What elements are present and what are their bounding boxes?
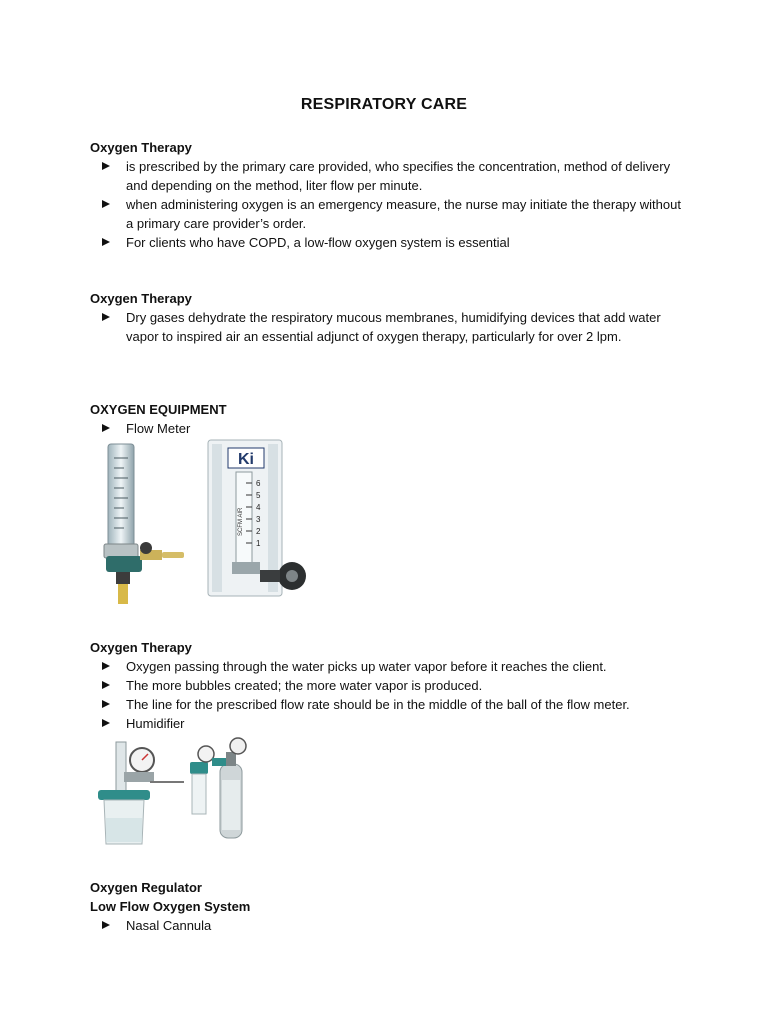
meter-scale-label: 5 [256,491,261,500]
section-heading: Oxygen Therapy [90,140,192,155]
page-title: RESPIRATORY CARE [300,96,468,113]
section-subheading: Low Flow Oxygen System [90,899,251,914]
list-item: Humidifier [90,714,690,733]
section-oxygen-therapy-2 [90,289,690,346]
list-item: Nasal Cannula [90,916,690,935]
list-item: The line for the prescribed flow rate should be in the middle of the ball of the flow meter. [90,695,690,714]
bullet-list [90,419,690,438]
meter-scale-label: 6 [256,479,261,488]
list-item: For clients who have COPD, a low-flow oxygen system is essential [90,233,690,252]
section-heading: Oxygen Regulator [90,880,202,895]
bullet-list [90,308,690,346]
section-oxygen-therapy-3 [90,638,690,733]
flow-meter-image [100,440,192,610]
section-heading: OXYGEN EQUIPMENT [90,402,227,417]
meter-scale-label: 4 [256,503,261,512]
list-item: Oxygen passing through the water picks up water vapor before it reaches the client. [90,657,690,676]
section-heading: Oxygen Therapy [90,291,192,306]
list-item: The more bubbles created; the more water vapor is produced. [90,676,690,695]
bullet-list [90,916,690,935]
acrylic-flow-meter-image [202,436,312,604]
list-item: Flow Meter [90,419,690,438]
section-oxygen-therapy-1 [90,138,690,252]
section-oxygen-regulator [90,878,690,935]
meter-scale-label: 2 [256,527,261,536]
bullet-list [90,157,690,252]
meter-scale-label: 3 [256,515,261,524]
section-heading: Oxygen Therapy [90,640,192,655]
list-item: Dry gases dehydrate the respiratory mucous membranes, humidifying devices that add water vapor to inspired air an essential adjunct of oxygen therapy, particularly for over 2 lpm. [90,308,690,346]
list-item: is prescribed by the primary care provided, who specifies the concentration, method of delivery and depending on the method, liter flow per minute. [90,157,690,195]
meter-unit: SCFM AIR [238,507,244,536]
list-item: when administering oxygen is an emergency measure, the nurse may initiate the therapy without a primary care provider’s order. [90,195,690,233]
section-oxygen-equipment [90,400,690,438]
meter-scale-label: 1 [256,539,261,548]
bullet-list [90,657,690,733]
humidifier-image [94,736,258,848]
meter-logo: Ki [238,451,254,468]
